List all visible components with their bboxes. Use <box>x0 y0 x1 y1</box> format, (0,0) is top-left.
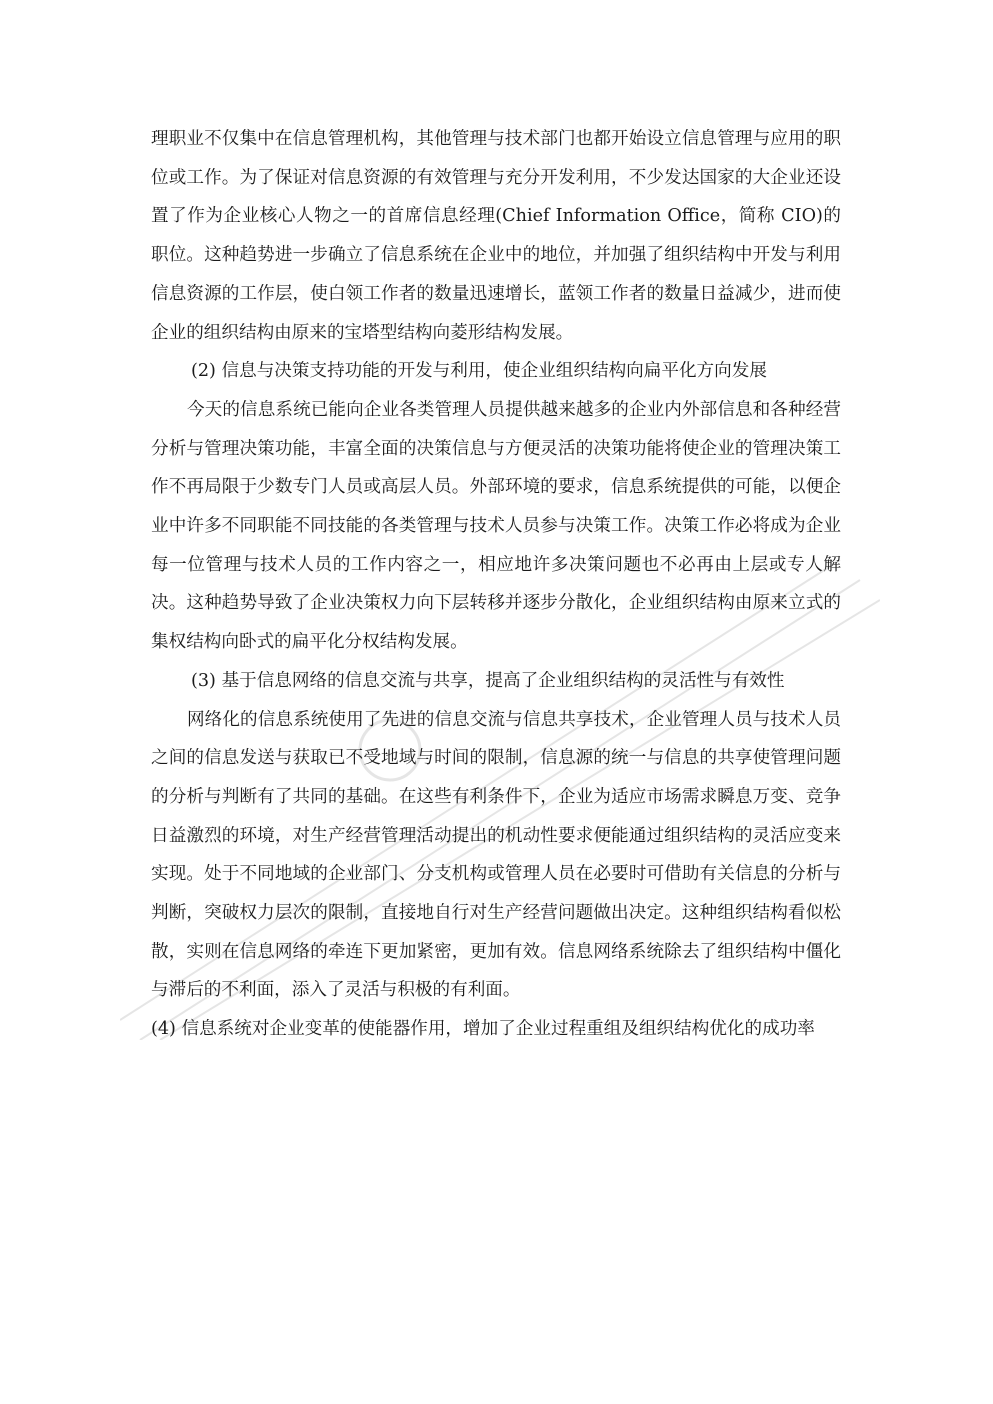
paragraph-2: 今天的信息系统已能向企业各类管理人员提供越来越多的企业内外部信息和各种经营分析与管理决策功能，丰富全面的决策信息与方便灵活的决策功能将使企业的管理决策工作不再局限于少数专门人员或高层人员。外部环境的要求，信息系统提供的可能，以便企业中许多不同职能不同技能的各类管理与技术人员参与决策工作。决策工作必将成为企业每一位管理与技术人员的工作内容之一，相应地许多决策问题也不必再由上层或专人解决。这种趋势导致了企业决策权力向下层转移并逐步分散化，企业组织结构由原来立式的集权结构向卧式的扁平化分权结构发展。 <box>151 399 841 653</box>
section-heading-2: (2) 信息与决策支持功能的开发与利用，使企业组织结构向扁平化方向发展 <box>191 361 767 382</box>
paragraph-1: 理职业不仅集中在信息管理机构，其他管理与技术部门也都开始设立信息管理与应用的职位或工作。为了保证对信息资源的有效管理与充分开发利用，不少发达国家的大企业还设置了作为企业核心人物之一的首席信息经理(Chief Information Office，简称 CIO)的职位。这种趋势进一步确立了信息系统在企业中的地位，并加强了组织结构中开发与利用信息资源的工作层，使白领工作者的数量迅速增长，蓝领工作者的数量日益减少，进而使企业的组织结构由原来的宝塔型结构向菱形结构发展。 <box>151 129 841 343</box>
paragraph-3: 网络化的信息系统使用了先进的信息交流与信息共享技术，企业管理人员与技术人员之间的信息发送与获取已不受地域与时间的限制，信息源的统一与信息的共享使管理问题的分析与判断有了共同的基础。在这些有利条件下，企业为适应市场需求瞬息万变、竞争日益激烈的环境，对生产经营管理活动提出的机动性要求便能通过组织结构的灵活应变来实现。处于不同地域的企业部门、分支机构或管理人员在必要时可借助有关信息的分析与判断，突破权力层次的限制，直接地自行对生产经营问题做出决定。这种组织结构看似松散，实则在信息网络的牵连下更加紧密，更加有效。信息网络系统除去了组织结构中僵化与滞后的不利面，添入了灵活与积极的有利面。 <box>151 709 841 1001</box>
section-heading-4: (4) 信息系统对企业变革的使能器作用，增加了企业过程重组及组织结构优化的成功率 <box>151 1019 815 1040</box>
section-heading-3: (3) 基于信息网络的信息交流与共享，提高了企业组织结构的灵活性与有效性 <box>191 670 785 691</box>
document-body <box>151 120 841 1049</box>
